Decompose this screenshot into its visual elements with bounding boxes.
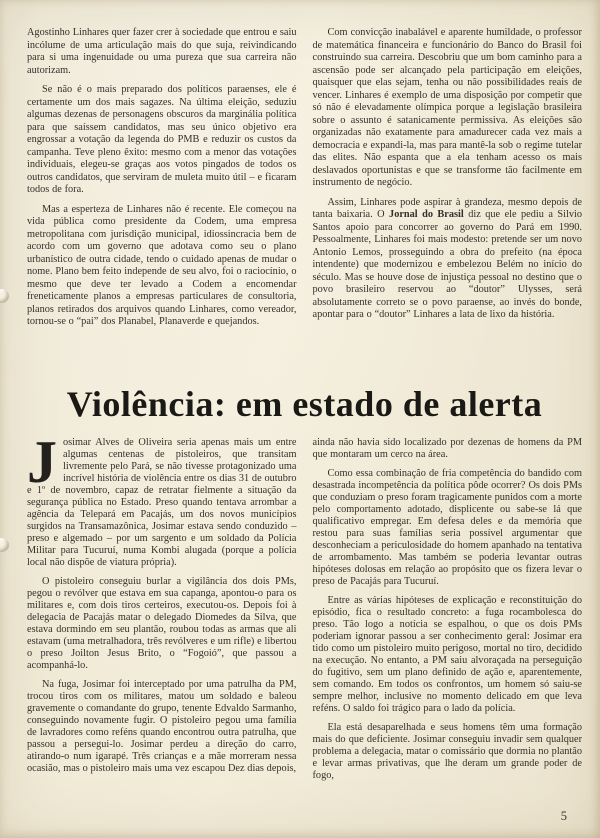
paragraph — [313, 197, 583, 322]
paragraph: Mas a esperteza de Linhares não é recente. Ele começou na vida pública como presidente da Codem, uma empresa metropolitana com jurisdição municipal, idiossincracia bem de acordo com um governo que adotava como seu o plano urbanístico de outra cidade, tendo o cuidado apenas de mudar o nome. Plano bem feito independe de seu alvo, foi o raciocínio, o mesmo que deve ter levado a Codem a encomendar freneticamente planos a empresas particulares de consultoria, planos retirados dos arquivos quando Linhares, como vereador, tornou-se o “pai” dos Planabel, Planaverde e quejandos. — [27, 203, 297, 327]
paragraph: Com convicção inabalável e aparente humildade, o professor de matemática financeira e funcionário do Banco do Brasil foi construindo sua carreira. Descobriu que um bom caminho para a ascensão pode ser alcançado pela participação em eleições, quaisquer que elas sejam, tenha ou não possibilidades reais de vencer. Linhares é exemplo de uma disposição por competir que só não é elevadamente olímpica porque a legislação brasileira sobre o assunto é satanicamente permissiva. As eleições são organizadas não exatamente para amadurecer cada vez mais a democracia e expandi-la, mas para mantê-la sob o regime tutelar das elites. Não espanta que a ela tenham acesso os mais deslavados oportunistas e que se transforme tão facilmente em instrumento de negócio. — [312, 27, 582, 188]
lead-paragraph — [27, 437, 297, 569]
paragraph: ainda não havia sido localizado por dezenas de homens da PM que montaram um cerco na área. — [312, 437, 582, 460]
punch-hole-mark — [0, 289, 9, 303]
bold-publication-name: Jornal do Brasil — [389, 209, 464, 220]
paragraph: Agostinho Linhares quer fazer crer à sociedade que entrou e saiu incólume de uma articulação mais do que suja, reivindicando para si uma ingenuidade ou uma pureza que sua carreira não autorizam. — [27, 27, 297, 76]
punch-hole-mark — [0, 538, 9, 552]
paragraph: Entre as várias hipóteses de explicação e reconstituição do episódio, fica o resultado concreto: a fuga rocambolesca do preso. Tão logo a notícia se espalhou, o que os dois PMs poderiam ignorar passou a ser conhecimento geral: Josimar era tido como um pistoleiro muito perigoso, mortal no tiro, decidido na execução. No entanto, a PM saiu alvoraçada na perseguição do fugitivo, sem um plano definido de ação e, aparentemente, sem comando. Em todos os confrontos, um homem só saiu-se sempre melhor, inclusive no momento delicado em que leva reféns. O saldo foi trágico para o lado da polícia. — [312, 595, 582, 714]
dropcap-letter: J — [27, 437, 56, 495]
lead-text: osimar Alves de Oliveira seria apenas mais um entre algumas centenas de pistoleiros, que transitam livremente pelo Pará, se não tivesse protagonizado uma incrível história de violência entre os dias 31 de outubro e 1º de novembro, capaz de retratar fielmente a situação da segurança pública no Estado. Preso quando tentava arrombar a agência da Telepará em Pacajás, um dos novos municípios surgidos na Transamazônica, Josimar estava sendo conduzido – preso e algemado – por um sargento e um soldado da Polícia Militar para Tucuruí, numa Kombi alugada (porque a polícia local não dispõe de viatura própria). — [27, 437, 297, 568]
top-right-column — [313, 27, 583, 411]
article-body-section — [27, 437, 582, 813]
article-left-column — [27, 437, 297, 813]
paragraph-text: diz que ele pediu a Silvio Santos apoio para concorrer ao governo do Pará em 1990. Pessoalmente, Linhares foi mais modesto: pretende ser um novo Antonio Lemos, prosseguindo a obra do prefeito (na época intendente) que modernizou e embelezou Belém no início do século. Mas se houve dose de injustiça pessoal no destino que o povo brasileiro reservou ao “doutor” Ulysses, será absolutamente correto se o povo paraense, ao invés do bonde, apontar para o “doutor” Linhares a lata de lixo da história. — [312, 209, 582, 320]
paragraph: Como essa combinação de fria competência do bandido com desastrada incompetência da política pôde ocorrer? Os dois PMs que conduziam o preso foram tragicamente punidos com a morte pelo comportamento adotado, displicente ou sabe-se lá que qualificativo empregar. Em defesa deles e da memória que restou para suas famílias seria possível argumentar que desconheciam a periculosidade do homem apanhado na tentativa de arrombamento. Mas também se poderia levantar outras hipóteses dolosas em relação ao propósito que os fizera levar o preso de Pacajás para Tucuruí. — [312, 468, 582, 587]
paragraph: Na fuga, Josimar foi interceptado por uma patrulha da PM, trocou tiros com os militares, matou um soldado e baleou gravemente o comandante do grupo, tenente Edvaldo Sarmanho, conseguindo novamente fugir. O pistoleiro pegou uma família de lavradores como reféns quando encontrou outra patrulha, que passou a persegui-lo. Josimar perdeu a direção do carro, atirando-o num igarapé. Três crianças e a mãe morreram nessa ocasião, mas o pistoleiro mais uma vez escapou Dez dias depois, — [27, 679, 297, 774]
page-number: 5 — [560, 809, 567, 823]
article-right-column — [313, 437, 583, 813]
article-headline: Violência: em estado de alerta — [66, 384, 543, 424]
paragraph: Se não é o mais preparado dos políticos paraenses, ele é certamente um dos mais sagazes. Na última eleição, seduziu algumas dezenas de personagens obscuros da marginália política para que saíssem candidatos, mas seu único objetivo era engrossar a votação da legenda do PMB e reduzir os custos da campanha. Teve pleno êxito: mesmo com a menor das votações individuais, elegeu-se graças aos votos pingados de todos os outros candidatos, que serviram de muleta muito útil – e ficaram todos de fora. — [27, 84, 297, 195]
top-section — [27, 27, 582, 411]
paragraph: Ela está desaparelhada e seus homens têm uma formação mais do que deficiente. Josimar conseguiu invadir sem qualquer problema a delegacia, matar o comissário que dormia no plantão e levar armas privativas, que lhe deram um grande poder de fogo, — [312, 722, 582, 781]
paragraph-text: Assim, Linhares pode aspirar à grandeza, mesmo depois de tanta baixaria. O — [312, 196, 582, 220]
top-left-column — [27, 27, 297, 411]
paragraph: O pistoleiro conseguiu burlar a vigilância dos dois PMs, pegou o revólver que estava em sua capanga, apontou-o para os militares e, com dois tiros certeiros, executou-os. Depois foi à delegacia de Pacajás matar o delegado Diomedes da Silva, que estava dormindo em seu plantão, roubou todas as armas que ali estavam (uma metralhadora, três revólveres e um rifle) e libertou o preso Joilton Jesus Brito, o “Fogoió”, que passou a acompanhá-lo. — [27, 576, 297, 671]
